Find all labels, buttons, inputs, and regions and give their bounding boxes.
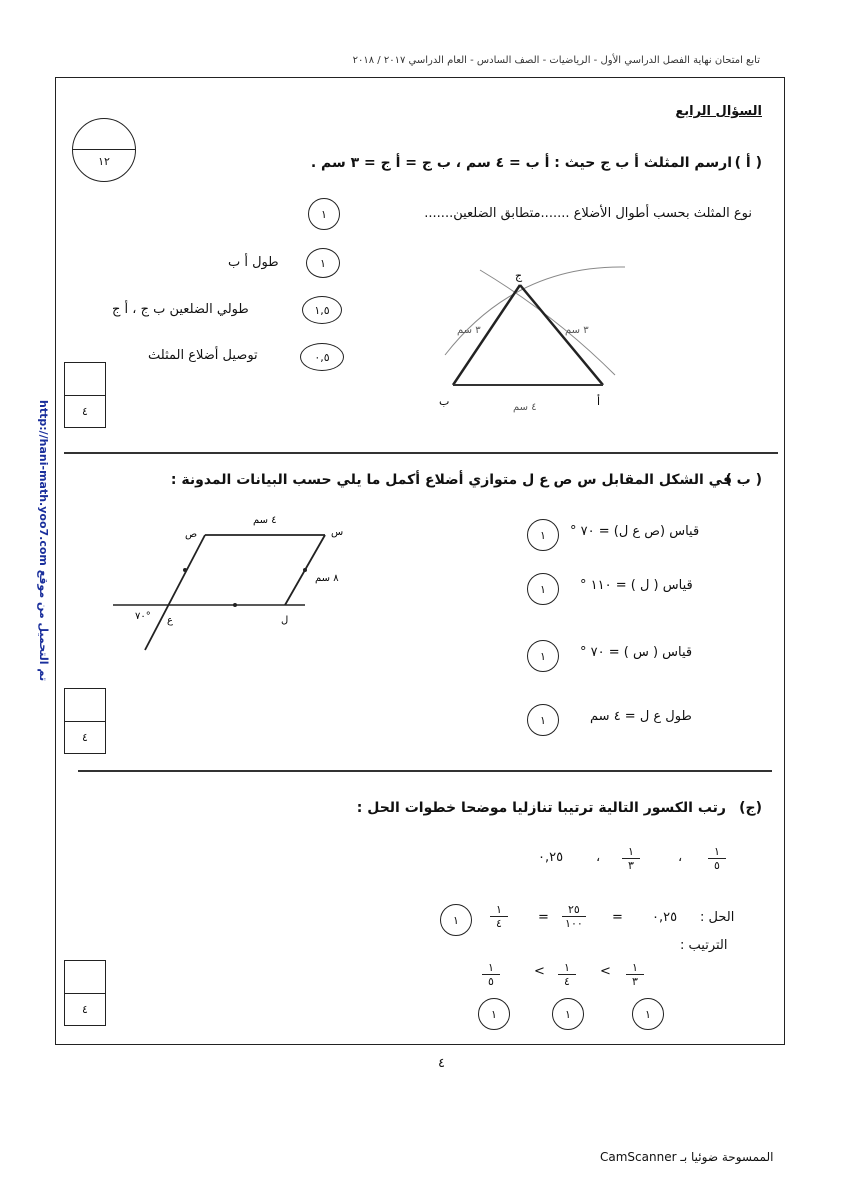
step-ab-text: طول أ ب: [228, 255, 279, 270]
parallelogram-figure: [105, 505, 355, 655]
step-ab-mark: [306, 248, 340, 278]
answer-3-text: قياس ( س ) = ٧٠ °: [580, 645, 693, 660]
page-number: ٤: [438, 1056, 445, 1071]
numerator: ٢٥: [562, 903, 586, 917]
order-fraction-3: [482, 956, 500, 988]
denominator: ٤: [496, 917, 502, 930]
question-title: السؤال الرابع: [675, 104, 762, 119]
mark-text: ١: [320, 256, 326, 270]
answer-4-mark: [527, 704, 559, 736]
denominator: ١٠٠: [565, 917, 583, 930]
score-circle: [72, 118, 136, 182]
solution-decimal: ٠,٢٥: [652, 910, 678, 925]
mark-text: ١: [321, 207, 327, 221]
vertex-l: ل: [281, 615, 289, 626]
given-sep-2: ،: [596, 850, 601, 865]
vertex-apex: ج: [515, 269, 523, 282]
order-mark-3: [478, 998, 510, 1030]
part-c-score: ٤: [82, 1003, 88, 1016]
part-c-prompt: رتب الكسور التالية ترتيبا تنازليا موضحا خطوات الحل :: [356, 800, 726, 816]
label-base: ٤ سم: [513, 402, 537, 413]
denominator: ٥: [714, 859, 720, 872]
given-fraction-2: [622, 840, 640, 872]
step-connect-mark: [300, 343, 344, 371]
order-mark-1: [632, 998, 664, 1030]
solution-eq-1: =: [612, 910, 623, 925]
part-a-label: ( أ ): [734, 155, 762, 171]
mark-text: ١: [540, 713, 546, 727]
answer-1-mark: [527, 519, 559, 551]
part-a-prompt: ارسم المثلث أ ب ج حيث : أ ب = ٤ سم ، ب ج = أ ج = ٣ سم .: [310, 155, 732, 171]
denominator: ٣: [628, 859, 634, 872]
dot-base: [233, 603, 237, 607]
order-fraction-2: [558, 956, 576, 988]
mark-text: ١: [540, 649, 546, 663]
label-side-right: ٣ سم: [565, 325, 589, 336]
label-side-left: ٣ سم: [457, 325, 481, 336]
part-b-score: ٤: [82, 731, 88, 744]
part-c-label: (ج): [739, 800, 762, 816]
solution-eq-2: =: [538, 910, 549, 925]
part-a-score-box: [64, 362, 106, 428]
score-value: ١٢: [98, 155, 110, 168]
mark-text: ١: [645, 1007, 651, 1021]
step-sides-text: طولي الضلعين ب ج ، أ ج: [112, 302, 249, 317]
mark-text: ١: [491, 1007, 497, 1021]
part-c-score-box: [64, 960, 106, 1026]
mark-text: ١: [540, 528, 546, 542]
order-lt-2: <: [534, 964, 545, 979]
denominator: ٤: [564, 975, 570, 988]
answer-2-mark: [527, 573, 559, 605]
step-sides-mark: [302, 296, 342, 324]
vertex-p: ص: [185, 529, 198, 540]
part-b-prompt: في الشكل المقابل س ص ع ل متوازي أضلاع أكمل ما يلي حسب البيانات المدونة :: [170, 472, 732, 488]
denominator: ٣: [632, 975, 638, 988]
side-url-text: http://hani-math.yoo7.com تم التحميل من موقع: [37, 400, 50, 682]
dot-left: [183, 568, 187, 572]
side-left-extended: [145, 535, 205, 650]
numerator: ١: [482, 961, 500, 975]
arc-left: [445, 267, 625, 355]
label-side-length: ٨ سم: [315, 573, 339, 584]
triangle-figure: [425, 255, 625, 425]
numerator: ١: [558, 961, 576, 975]
denominator: ٥: [488, 975, 494, 988]
vertex-s: س: [331, 527, 344, 538]
arc-right: [480, 270, 615, 375]
order-mark-2: [552, 998, 584, 1030]
triangle-type-line: نوع المثلث بحسب أطوال الأضلاع .......متطابق الضلعين.......: [424, 206, 752, 221]
label-angle: ٧٠°: [135, 611, 151, 622]
separator-1: [64, 452, 778, 454]
solution-label: الحل :: [700, 910, 735, 925]
given-fraction-1: [708, 840, 726, 872]
solution-fraction-mid: [562, 898, 586, 930]
part-b-score-box: [64, 688, 106, 754]
triangle-type-mark: [308, 198, 340, 230]
triangle-side-right: [520, 285, 603, 385]
exam-header: تابع امتحان نهاية الفصل الدراسي الأول - الرياضيات - الصف السادس - العام الدراسي ٢٠١٧ / ٢٠١٨: [352, 55, 760, 66]
order-label: الترتيب :: [680, 938, 728, 953]
numerator: ١: [622, 845, 640, 859]
answer-3-mark: [527, 640, 559, 672]
order-lt-1: <: [600, 964, 611, 979]
separator-2: [78, 770, 772, 772]
solution-fraction-result: [490, 898, 508, 930]
vertex-left: ب: [439, 395, 450, 408]
order-fraction-1: [626, 956, 644, 988]
side-url: [20, 400, 60, 720]
solution-mark: [440, 904, 472, 936]
part-b-label: ( ب ): [725, 472, 762, 488]
vertex-right: أ: [597, 395, 601, 408]
part-a-score: ٤: [82, 405, 88, 418]
camscanner-footer: الممسوحة ضوئيا بـ CamScanner: [600, 1150, 774, 1164]
dot-right: [303, 568, 307, 572]
given-sep-1: ،: [678, 850, 683, 865]
vertex-a: ع: [167, 615, 173, 626]
label-top-length: ٤ سم: [253, 515, 277, 526]
numerator: ١: [490, 903, 508, 917]
step-connect-text: توصيل أضلاع المثلث: [148, 348, 258, 363]
mark-text: ١,٥: [314, 303, 330, 317]
answer-2-text: قياس ( ل ) = ١١٠ °: [580, 578, 693, 593]
numerator: ١: [708, 845, 726, 859]
numerator: ١: [626, 961, 644, 975]
answer-1-text: قياس (ص ع ل) = ٧٠ °: [570, 524, 700, 539]
mark-text: ١: [565, 1007, 571, 1021]
mark-text: ١: [453, 913, 459, 927]
given-decimal: ٠,٢٥: [538, 850, 564, 865]
answer-4-text: طول ع ل = ٤ سم: [590, 709, 692, 724]
mark-text: ١: [540, 582, 546, 596]
mark-text: ٠,٥: [314, 350, 330, 364]
